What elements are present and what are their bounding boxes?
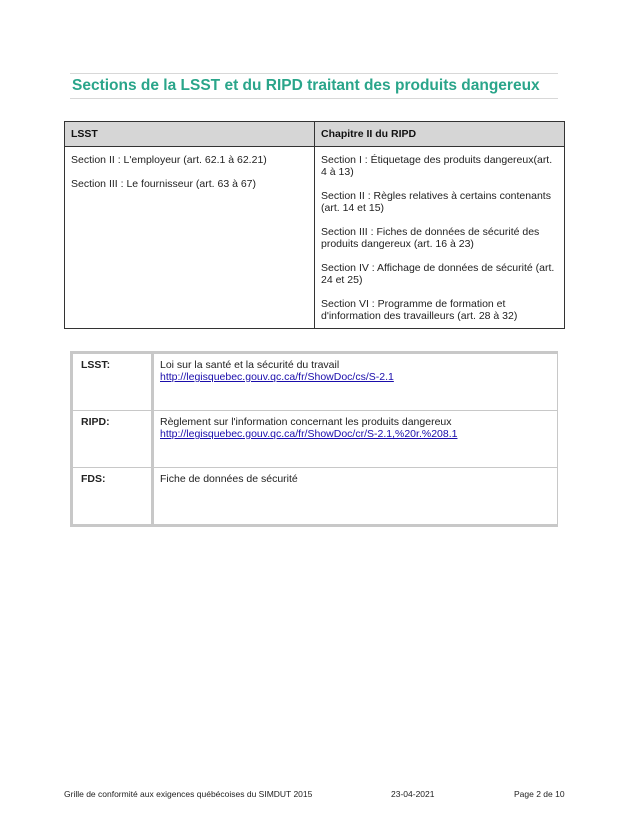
- ripd-item: Section IV : Affichage de données de sécurité (art. 24 et 25): [321, 262, 555, 286]
- glossary-definition: Fiche de données de sécurité: [160, 473, 298, 485]
- lsst-item: Section II : L'employeur (art. 62.1 à 62.21): [71, 154, 267, 166]
- sections-table: [64, 121, 565, 329]
- glossary-row: [70, 411, 558, 468]
- footer-document-title: Grille de conformité aux exigences québécoises du SIMDUT 2015: [64, 789, 313, 799]
- footer-page-number: Page 2 de 10: [514, 789, 565, 799]
- glossary-definition-cell: [154, 468, 558, 527]
- page-title: Sections de la LSST et du RIPD traitant des produits dangereux: [72, 77, 540, 94]
- glossary-term: RIPD:: [70, 411, 154, 468]
- ripd-item: Section II : Règles relatives à certains contenants (art. 14 et 15): [321, 190, 551, 214]
- glossary-term: FDS:: [70, 468, 154, 527]
- glossary-definition-cell: [154, 351, 558, 411]
- glossary-term: LSST:: [70, 351, 154, 411]
- sections-body-row: [65, 147, 565, 329]
- lsst-item: Section III : Le fournisseur (art. 63 à 67): [71, 178, 257, 190]
- glossary-table: [70, 351, 558, 527]
- legisquebec-link-lsst[interactable]: http://legisquebec.gouv.qc.ca/fr/ShowDoc/cs/S-2.1: [160, 371, 394, 383]
- ripd-item: Section VI : Programme de formation et d'information des travailleurs (art. 28 à 32): [321, 298, 518, 322]
- header-ripd: Chapitre II du RIPD: [315, 122, 565, 147]
- header-lsst: LSST: [65, 122, 315, 147]
- glossary-row: [70, 468, 558, 527]
- glossary-definition: Règlement sur l'information concernant les produits dangereux: [160, 416, 452, 428]
- title-rule: [70, 73, 558, 99]
- lsst-cell: [65, 147, 315, 329]
- ripd-cell: [315, 147, 565, 329]
- ripd-item: Section III : Fiches de données de sécurité des produits dangereux (art. 16 à 23): [321, 226, 540, 250]
- footer-date: 23-04-2021: [391, 789, 435, 799]
- ripd-item: Section I : Étiquetage des produits dangereux(art. 4 à 13): [321, 154, 553, 178]
- glossary-definition-cell: [154, 411, 558, 468]
- glossary-row: [70, 351, 558, 411]
- legisquebec-link-ripd[interactable]: http://legisquebec.gouv.qc.ca/fr/ShowDoc/cr/S-2.1,%20r.%208.1: [160, 428, 458, 440]
- sections-header-row: [65, 122, 565, 147]
- glossary-definition: Loi sur la santé et la sécurité du travail: [160, 359, 340, 371]
